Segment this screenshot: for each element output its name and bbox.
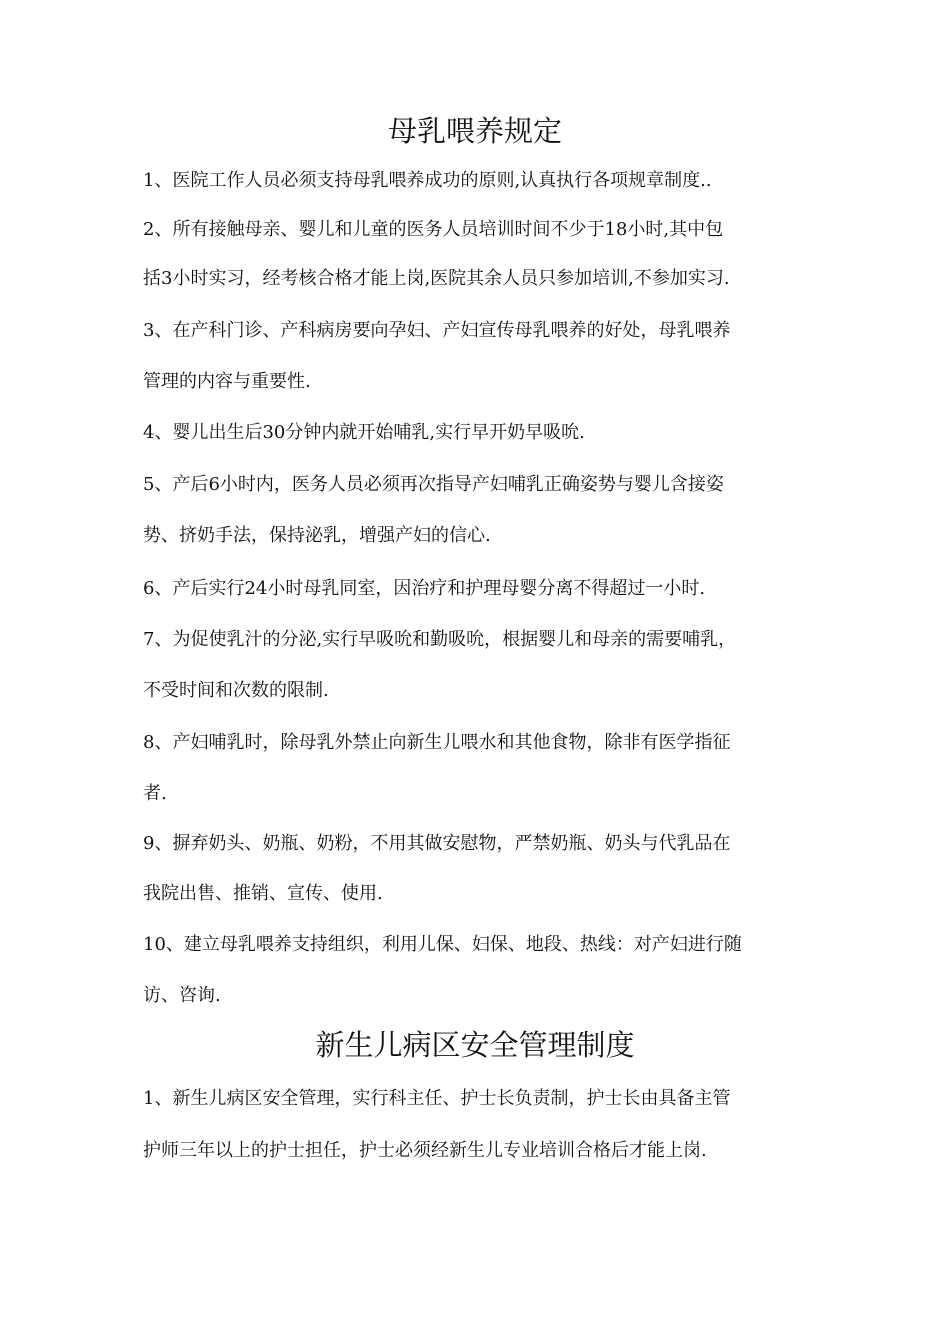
paragraph-line: 4、婴儿出生后30分钟内就开始哺乳,实行早开奶早吸吮. — [143, 422, 585, 443]
section-title-breastfeeding: 母乳喂养规定 — [387, 114, 562, 148]
paragraph-line: 1、新生儿病区安全管理，实行科主任、护士长负责制，护士长由具备主管 — [143, 1088, 731, 1109]
paragraph-line: 8、产妇哺乳时，除母乳外禁止向新生儿喂水和其他食物，除非有医学指征 — [143, 732, 731, 753]
paragraph-line: 6、产后实行24小时母乳同室，因治疗和护理母婴分离不得超过一小时. — [143, 578, 706, 599]
paragraph-line: 管理的内容与重要性. — [143, 371, 311, 392]
paragraph-line: 9、摒弃奶头、奶瓶、奶粉，不用其做安慰物，严禁奶瓶、奶头与代乳品在 — [143, 833, 731, 854]
paragraph-line: 3、在产科门诊、产科病房要向孕妇、产妇宣传母乳喂养的好处，母乳喂养 — [143, 320, 731, 341]
paragraph-line: 势、挤奶手法，保持泌乳，增强产妇的信心. — [143, 525, 491, 546]
paragraph-line: 我院出售、推销、宣传、使用. — [143, 883, 383, 904]
paragraph-line: 不受时间和次数的限制. — [143, 680, 329, 701]
section-title-newborn-ward-safety: 新生儿病区安全管理制度 — [315, 1028, 635, 1062]
paragraph-line: 2、所有接触母亲、婴儿和儿童的医务人员培训时间不少于18小时,其中包 — [143, 219, 724, 240]
paragraph-line: 10、建立母乳喂养支持组织，利用儿保、妇保、地段、热线：对产妇进行随 — [143, 934, 742, 955]
paragraph-line: 括3小时实习，经考核合格才能上岗,医院其余人员只参加培训,不参加实习. — [143, 268, 730, 289]
paragraph-line: 访、咨询. — [143, 985, 221, 1006]
paragraph-line: 5、产后6小时内，医务人员必须再次指导产妇哺乳正确姿势与婴儿含接姿 — [143, 474, 724, 495]
paragraph-line: 护师三年以上的护士担任，护士必须经新生儿专业培训合格后才能上岗. — [143, 1140, 707, 1161]
paragraph-line: 者. — [143, 783, 167, 804]
paragraph-line: 7、为促使乳汁的分泌,实行早吸吮和勤吸吮，根据婴儿和母亲的需要哺乳， — [143, 629, 737, 650]
paragraph-line: 1、医院工作人员必须支持母乳喂养成功的原则,认真执行各项规章制度.. — [143, 170, 712, 191]
